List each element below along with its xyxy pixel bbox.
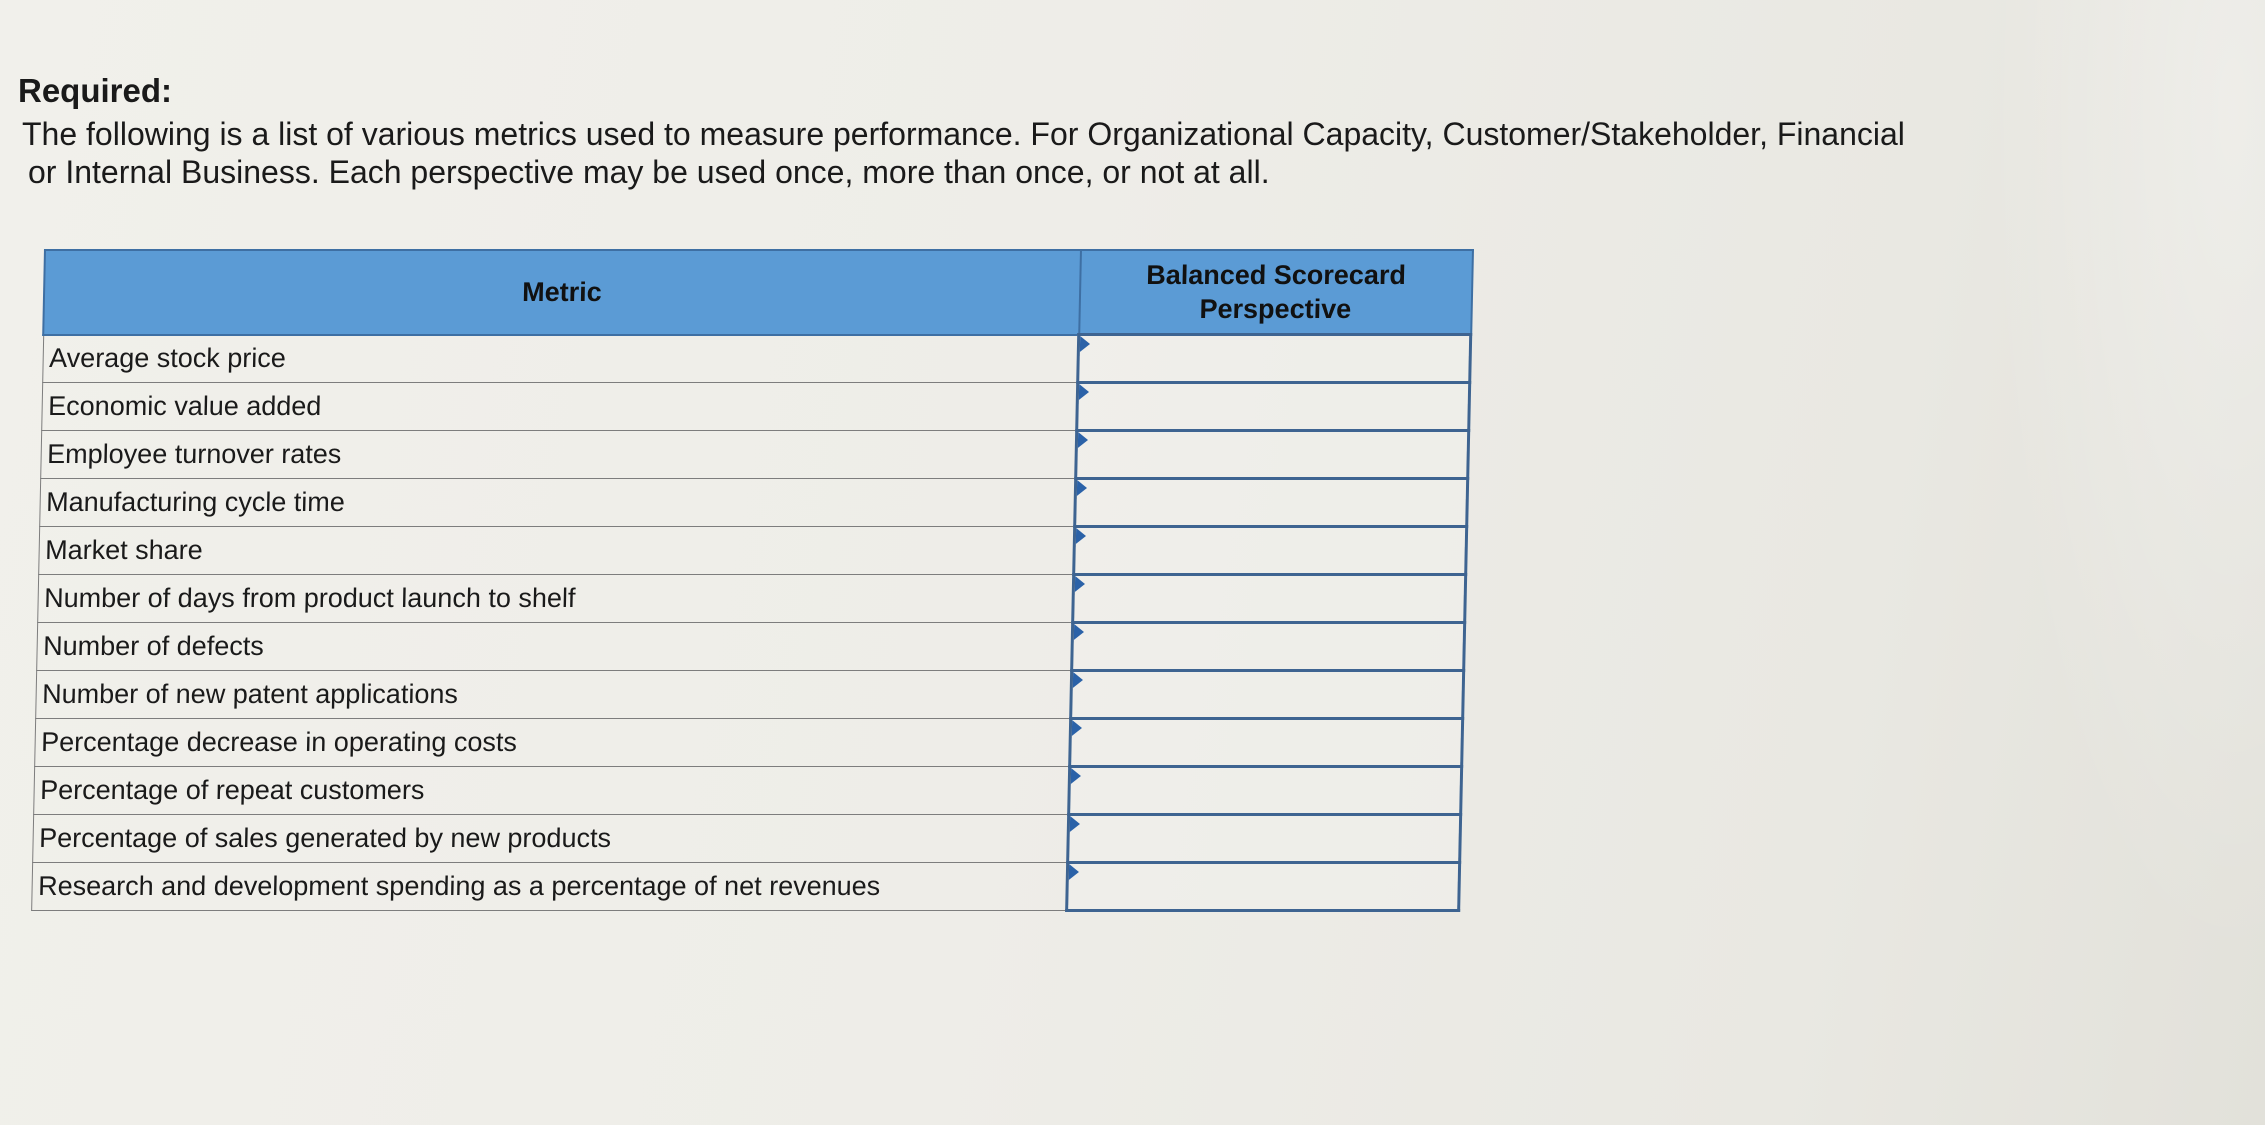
table-row <box>41 383 1470 431</box>
dropdown-marker-icon <box>1079 384 1089 400</box>
metric-cell: Number of days from product launch to shelf <box>37 575 1074 623</box>
dropdown-marker-icon <box>1075 576 1085 592</box>
perspective-value[interactable] <box>1076 480 1466 525</box>
table-row <box>31 863 1460 911</box>
perspective-dropdown[interactable] <box>1076 431 1469 479</box>
dropdown-marker-icon <box>1071 768 1081 784</box>
perspective-value[interactable] <box>1068 864 1458 909</box>
perspective-dropdown[interactable] <box>1070 719 1463 767</box>
perspective-dropdown[interactable] <box>1077 383 1470 431</box>
perspective-dropdown[interactable] <box>1072 623 1465 671</box>
metric-cell: Percentage of sales generated by new products <box>32 815 1069 863</box>
table-row <box>42 335 1471 383</box>
metric-cell: Manufacturing cycle time <box>39 479 1076 527</box>
dropdown-marker-icon <box>1073 672 1083 688</box>
table-row <box>37 575 1466 623</box>
perspective-dropdown[interactable] <box>1078 335 1471 383</box>
perspective-value[interactable] <box>1073 624 1463 669</box>
metric-cell: Number of new patent applications <box>35 671 1072 719</box>
perspective-value[interactable] <box>1072 672 1462 717</box>
table-row <box>38 527 1467 575</box>
perspective-value[interactable] <box>1077 432 1467 477</box>
dropdown-marker-icon <box>1072 720 1082 736</box>
metric-cell: Market share <box>38 527 1075 575</box>
table-row <box>35 671 1464 719</box>
perspective-value[interactable] <box>1071 720 1461 765</box>
metric-cell: Employee turnover rates <box>40 431 1077 479</box>
perspective-column-header <box>1079 250 1473 335</box>
dropdown-marker-icon <box>1080 336 1090 352</box>
table-row <box>40 431 1469 479</box>
perspective-dropdown[interactable] <box>1069 767 1462 815</box>
dropdown-marker-icon <box>1076 528 1086 544</box>
table-row <box>33 767 1462 815</box>
perspective-value[interactable] <box>1074 576 1464 621</box>
instructions-line-1: The following is a list of various metrics used to measure performance. For Organizational Capacity, Customer/Stakeholder, Financial <box>22 116 1905 152</box>
metrics-table <box>30 249 1474 912</box>
perspective-dropdown[interactable] <box>1067 863 1460 911</box>
instructions-line-2: or Internal Business. Each perspective may be used once, more than once, or not at all. <box>28 154 1270 190</box>
instructions-text <box>22 115 2202 191</box>
perspective-value[interactable] <box>1069 816 1459 861</box>
metric-cell: Research and development spending as a percentage of net revenues <box>31 863 1068 911</box>
table-row <box>34 719 1463 767</box>
table-row <box>32 815 1461 863</box>
perspective-header-line-2: Perspective <box>1199 294 1352 324</box>
dropdown-marker-icon <box>1070 816 1080 832</box>
required-heading: Required: <box>18 72 173 109</box>
perspective-value[interactable] <box>1080 336 1470 381</box>
perspective-dropdown[interactable] <box>1068 815 1461 863</box>
metrics-table-container <box>30 249 1474 912</box>
dropdown-marker-icon <box>1077 480 1087 496</box>
dropdown-marker-icon <box>1074 624 1084 640</box>
perspective-dropdown[interactable] <box>1075 479 1468 527</box>
perspective-value[interactable] <box>1070 768 1460 813</box>
metric-column-header: Metric <box>43 250 1081 335</box>
table-row <box>36 623 1465 671</box>
perspective-value[interactable] <box>1078 384 1468 429</box>
metric-cell: Average stock price <box>42 335 1079 383</box>
perspective-value[interactable] <box>1075 528 1465 573</box>
perspective-header-line-1: Balanced Scorecard <box>1145 260 1407 290</box>
metric-cell: Economic value added <box>41 383 1078 431</box>
perspective-dropdown[interactable] <box>1073 575 1466 623</box>
perspective-dropdown[interactable] <box>1074 527 1467 575</box>
metric-cell: Number of defects <box>36 623 1073 671</box>
table-header-row <box>43 250 1472 335</box>
perspective-dropdown[interactable] <box>1071 671 1464 719</box>
metric-cell: Percentage of repeat customers <box>33 767 1070 815</box>
dropdown-marker-icon <box>1078 432 1088 448</box>
table-row <box>39 479 1468 527</box>
metric-cell: Percentage decrease in operating costs <box>34 719 1071 767</box>
dropdown-marker-icon <box>1069 864 1079 880</box>
